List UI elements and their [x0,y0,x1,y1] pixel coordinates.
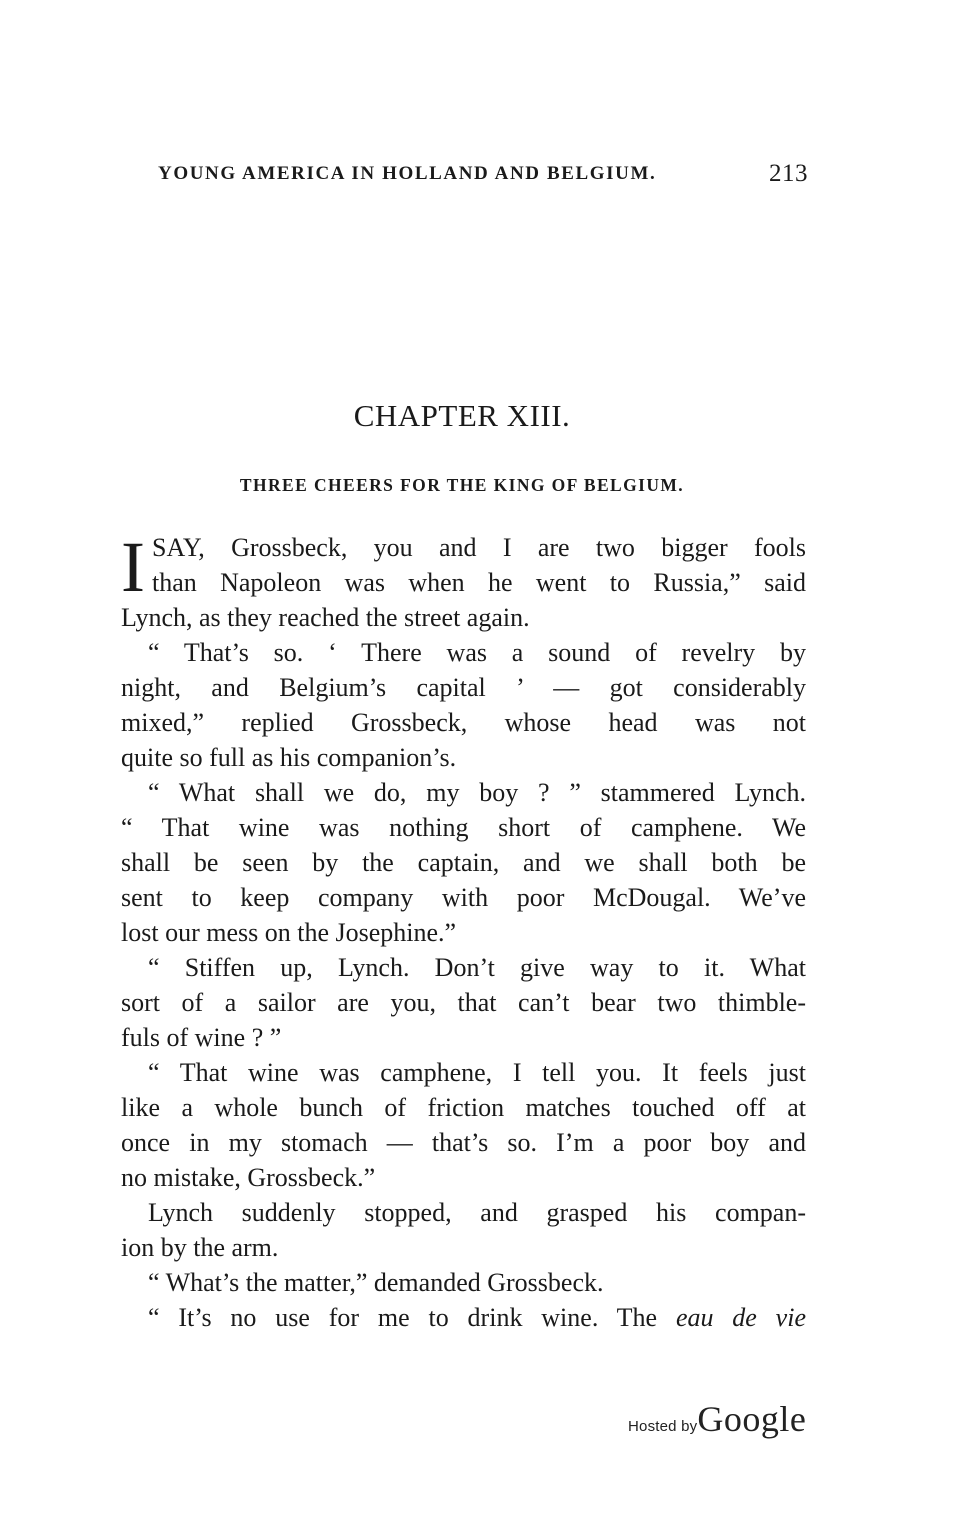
text-line: lost our mess on the Josephine.” [121,918,457,947]
text-line-final [121,1300,806,1335]
text-line: mixed,” replied Grossbeck, whose head was not [121,708,806,737]
text-line: no mistake, Grossbeck.” [121,1163,376,1192]
text-line: like a whole bunch of friction matches touched off at [121,1093,806,1122]
final-line-text: “ It’s no use for me to drink wine. The [148,1303,676,1332]
final-line-italic: eau de vie [675,1303,806,1332]
text-line: “ What shall we do, my boy ? ” stammered Lynch. [148,778,806,807]
page-number: 213 [769,160,808,187]
text-line: ion by the arm. [121,1233,279,1262]
text-line: Lynch, as they reached the street again. [121,603,530,632]
text-line: sent to keep company with poor McDougal. We’ve [121,883,806,912]
text-line: “ That’s so. ‘ There was a sound of revelry by [148,638,806,667]
text-line: “ Stiffen up, Lynch. Don’t give way to it. What [148,953,806,982]
hosted-by-label: Hosted by [628,1418,698,1435]
text-line: Lynch suddenly stopped, and grasped his compan- [148,1198,806,1227]
text-line: SAY, Grossbeck, you and I are two bigger fools [152,533,806,562]
chapter-subtitle: THREE CHEERS FOR THE KING OF BELGIUM. [239,475,685,495]
text-line: night, and Belgium’s capital ’ — got considerably [121,673,806,702]
text-line: “ That wine was camphene, I tell you. It feels just [148,1058,806,1087]
text-line: sort of a sailor are you, that can’t bear two thimble- [121,988,806,1017]
body-text [121,527,806,1335]
running-head [158,160,808,187]
google-watermark [628,1398,806,1440]
google-logo: Google [697,1399,807,1439]
text-line: than Napoleon was when he went to Russia,” said [152,568,806,597]
text-line: “ That wine was nothing short of camphene. We [121,813,806,842]
text-line: fuls of wine ? ” [121,1023,282,1052]
chapter-title: CHAPTER XIII. [353,398,571,433]
running-title: YOUNG AMERICA IN HOLLAND AND BELGIUM. [158,163,657,184]
text-line: “ What’s the matter,” demanded Grossbeck. [148,1268,604,1297]
text-line: quite so full as his companion’s. [121,743,457,772]
text-line: shall be seen by the captain, and we shall both be [121,848,806,877]
text-line: once in my stomach — that’s so. I’m a poor boy and [121,1128,806,1157]
drop-cap: I [121,527,145,607]
